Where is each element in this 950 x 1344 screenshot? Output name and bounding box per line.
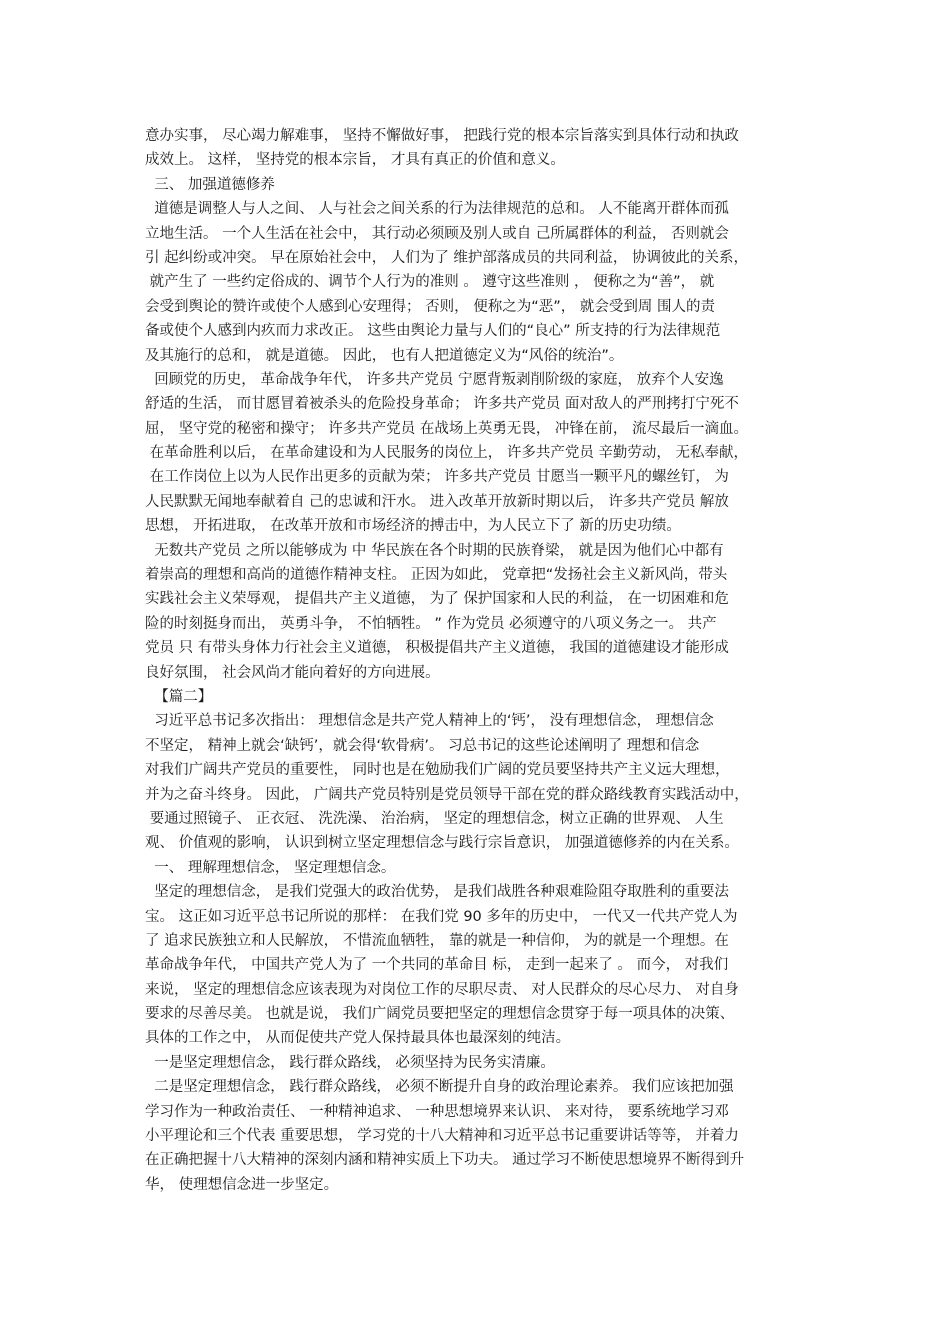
document-body (145, 124, 817, 1197)
text-line: 在正确把握十八大精神的深刻内涵和精神实质上下功夫。 通过学习不断使思想境界不断得到升 (145, 1152, 745, 1169)
text-line: 习近平总书记多次指出： 理想信念是共产党人精神上的‘钙’， 没有理想信念， 理想信念 (145, 713, 714, 730)
text-line: 回顾党的历史， 革命战争年代， 许多共产党员 宁愿背叛剥削阶级的家庭， 放弃个人安逸 (145, 371, 724, 388)
text-line: 险的时刻挺身而出， 英勇斗争， 不怕牺牲。 ” 作为党员 必须遵守的八项义务之一。 共产 (145, 615, 717, 632)
text-line: 成效上。 这样， 坚持党的根本宗旨， 才具有真正的价值和意义。 (145, 152, 565, 169)
text-line: 意办实事， 尽心竭力解难事， 坚持不懈做好事， 把践行党的根本宗旨落实到具体行动和执政 (145, 128, 739, 144)
text-line: 小平理论和三个代表 重要思想， 学习党的十八大精神和习近平总书记重要讲话等等， 并着力 (145, 1128, 739, 1145)
text-line: 一是坚定理想信念， 践行群众路线， 必须坚持为民务实清廉。 (145, 1054, 555, 1071)
text-line: 了 追求民族独立和人民解放， 不惜流血牺牲， 靠的就是一种信仰， 为的就是一个理想。在 (145, 932, 729, 949)
text-line: 坚定的理想信念， 是我们党强大的政治优势， 是我们战胜各种艰难险阻夺取胜利的重要法 (145, 884, 729, 901)
text-line: 着崇高的理想和高尚的道德作精神支柱。 正因为如此， 党章把“发扬社会主义新风尚，带头 (145, 567, 728, 584)
text-line: 不坚定， 精神上就会‘缺钙’，就会得‘软骨病’。 习总书记的这些论述阐明了 理想和信念 (145, 737, 700, 754)
text-line: 思想， 开拓进取， 在改革开放和市场经济的搏击中，为人民立下了 新的历史功绩。 (145, 518, 681, 535)
text-line: 华， 使理想信念进一步坚定。 (145, 1176, 339, 1193)
text-line: 对我们广阔共产党员的重要性， 同时也是在勉励我们广阔的党员要坚持共产主义远大理想， (145, 762, 730, 779)
text-line: 及其施行的总和， 就是道德。 因此， 也有人把道德定义为“风俗的统治”。 (145, 347, 624, 364)
text-line: 会受到舆论的赞许或使个人感到心安理得； 否则， 便称之为“恶”， 就会受到周 围人的责 (145, 298, 715, 315)
text-line: 【篇二】 (145, 688, 213, 705)
text-line: 道德是调整人与人之间、 人与社会之间关系的行为法律规范的总和。 人不能离开群体而孤 (145, 201, 729, 218)
text-line: 党员 只 有带头身体力行社会主义道德， 积极提倡共产主义道德， 我国的道德建设才能形成 (145, 640, 729, 657)
text-line: 要求的尽善尽美。 也就是说， 我们广阔党员要把坚定的理想信念贯穿于每一项具体的决策、 (145, 1006, 735, 1023)
text-line: 宝。 这正如习近平总书记所说的那样： 在我们党 90 多年的历史中， 一代又一代共产党人为 (145, 908, 738, 925)
text-line: 舒适的生活， 而甘愿冒着被杀头的危险投身革命； 许多共产党员 面对敌人的严刑拷打宁死不 (145, 396, 739, 413)
text-line: 学习作为一种政治责任、 一种精神追求、 一种思想境界来认识、 来对待， 要系统地学习邓 (145, 1103, 729, 1120)
text-line: 具体的工作之中， 从而促使共产党人保持最具体也最深刻的纯洁。 (145, 1030, 571, 1047)
text-line: 在革命胜利以后， 在革命建设和为人民服务的岗位上， 许多共产党员 辛勤劳动， 无私奉献， (145, 445, 749, 462)
text-line: 实践社会主义荣辱观， 提倡共产主义道德， 为了 保护国家和人民的利益， 在一切困难和危 (145, 591, 729, 608)
text-line: 革命战争年代， 中国共产党人为了 一个共同的革命目 标， 走到一起来了 。 而今， 对我们 (145, 957, 729, 974)
text-line: 三、 加强道德修养 (145, 176, 275, 193)
text-line: 就产生了 一些约定俗成的、调节个人行为的准则 。 遵守这些准则 ， 便称之为“善”， 就 (145, 274, 715, 291)
text-line: 良好氛围， 社会风尚才能向着好的方向进展。 (145, 664, 440, 681)
text-line: 备或使个人感到内疚而力求改正。 这些由舆论力量与人们的“良心” 所支持的行为法律规范 (145, 323, 721, 340)
text-line: 无数共产党员 之所以能够成为 中 华民族在各个时期的民族脊梁， 就是因为他们心中都有 (145, 542, 724, 559)
text-line: 立地生活。 一个人生活在社会中， 其行动必须顾及别人或自 己所属群体的利益， 否则就会 (145, 225, 729, 242)
text-line: 要通过照镜子、 正衣冠、 洗洗澡、 治治病， 坚定的理想信念，树立正确的世界观、 人生 (145, 810, 724, 827)
text-line: 来说， 坚定的理想信念应该表现为对岗位工作的尽职尽责、 对人民群众的尽心尽力、 对自身 (145, 981, 739, 998)
text-line: 引 起纠纷或冲突。 早在原始社会中， 人们为了 维护部落成员的共同利益， 协调彼此的关系， (145, 249, 749, 266)
text-line: 观、 价值观的影响， 认识到树立坚定理想信念与践行宗旨意识， 加强道德修养的内在关系。 (145, 835, 739, 852)
text-line: 一、 理解理想信念， 坚定理想信念。 (145, 859, 396, 876)
text-line: 二是坚定理想信念， 践行群众路线， 必须不断提升自身的政治理论素养。 我们应该把加强 (145, 1079, 734, 1096)
text-line: 在工作岗位上以为人民作出更多的贡献为荣； 许多共产党员 甘愿当一颗平凡的螺丝钉， 为 (145, 469, 729, 486)
text-line: 屈， 坚守党的秘密和操守； 许多共产党员 在战场上英勇无畏， 冲锋在前， 流尽最后一滴血。 (145, 420, 749, 437)
text-line: 并为之奋斗终身。 因此， 广阔共产党员特别是党员领导干部在党的群众路线教育实践活动中， (145, 786, 749, 803)
text-line: 人民默默无闻地奉献着自 己的忠诚和汗水。 进入改革开放新时期以后， 许多共产党员 解放 (145, 493, 729, 510)
